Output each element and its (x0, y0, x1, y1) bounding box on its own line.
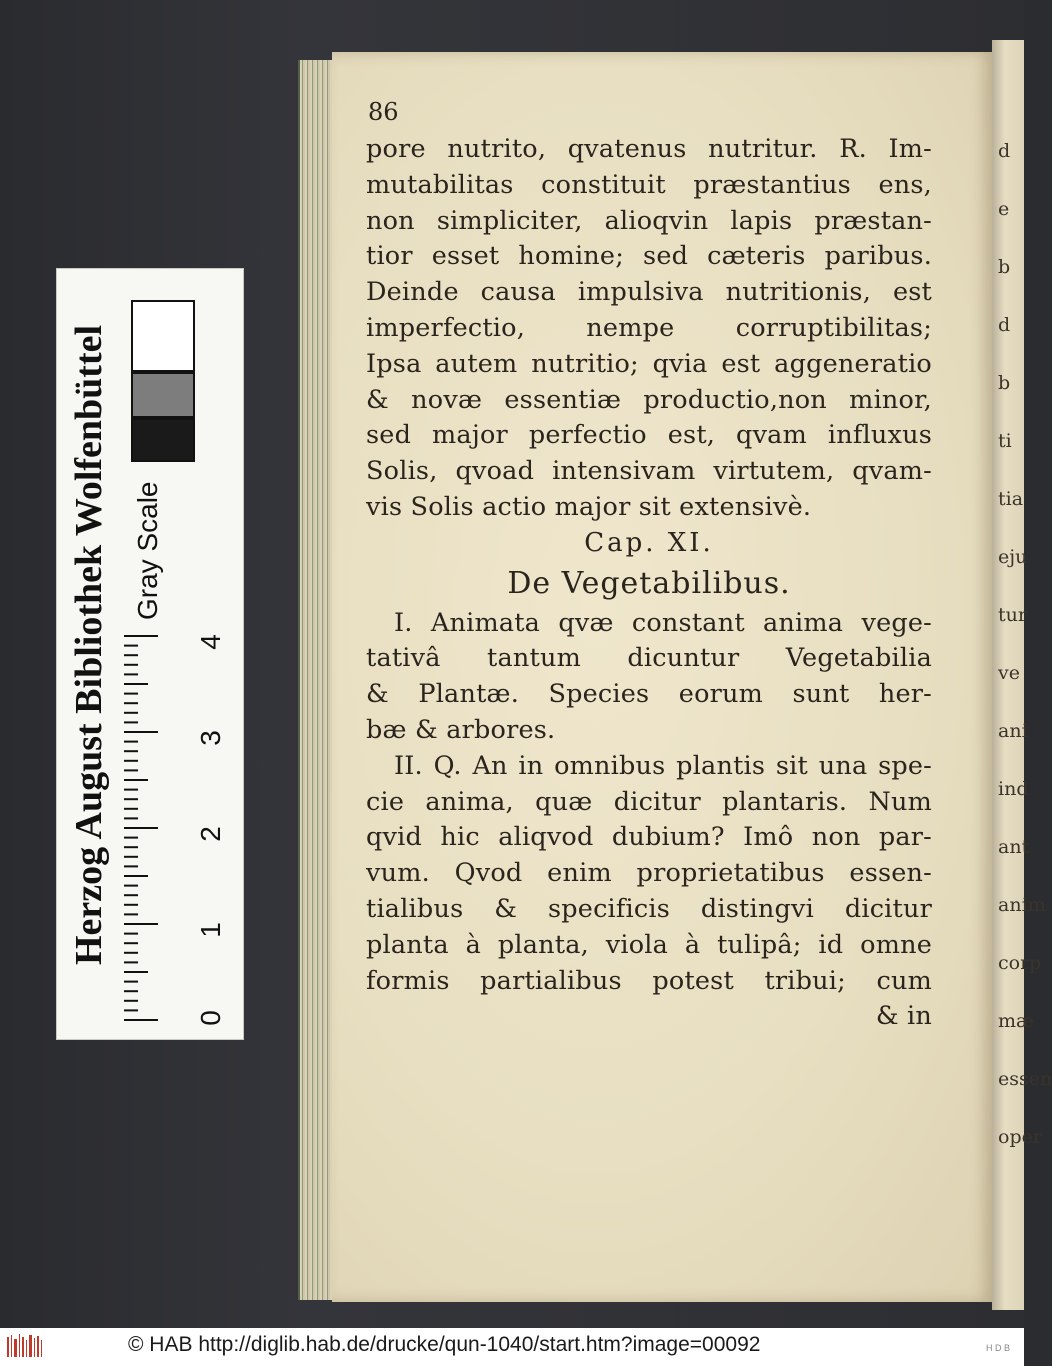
paragraph-line: vum. Qvod enim proprietatibus essen- (366, 858, 932, 889)
text-line: imperfectio, nempe corruptibilitas; (366, 312, 932, 343)
page-text (366, 92, 932, 1035)
text-line: Deinde causa impulsiva nutritionis, est (366, 277, 932, 308)
facing-page-fragment: eju (998, 546, 1028, 568)
facing-page-fragment: ani (998, 720, 1028, 742)
facing-page-fragment: oper (998, 1126, 1042, 1148)
facing-page-fragment: ve (998, 662, 1020, 684)
page-number: 86 (368, 98, 399, 126)
facing-page-fragment: essen (998, 1068, 1052, 1090)
paragraph-line: cie anima, quæ dicitur plantaris. Num (366, 786, 932, 817)
paragraph-line: tialibus & specificis distingvi dicitur (366, 893, 932, 924)
text-line: & novæ essentiæ productio,non minor, (366, 384, 932, 415)
facing-page-fragment: ti (998, 430, 1012, 452)
paragraph-line: formis partialibus potest tribui; cum (366, 965, 932, 996)
facing-page-fragment: tia (998, 488, 1024, 510)
facing-page-fragment: ant (998, 836, 1030, 858)
facing-page-fragment: b (998, 372, 1011, 394)
paragraph-line: & Plantæ. Species eorum sunt her- (366, 679, 932, 710)
chapter-heading: De Vegetabilibus. (507, 565, 791, 601)
text-line: sed major perfectio est, qvam influxus (366, 420, 932, 451)
facing-page-fragment: tur (998, 604, 1027, 626)
paragraph-line: I. Animata qvæ constant anima vege- (394, 607, 932, 638)
text-line: tior esset homine; sed cæteris paribus. (366, 241, 932, 272)
facing-page-fragment: d (998, 140, 1011, 162)
paragraph-line: bæ & arbores. (366, 714, 556, 745)
text-line: mutabilitas constituit præstantius ens, (366, 169, 932, 200)
ruler-number-3: 3 (195, 730, 226, 746)
ruler-number-0: 0 (195, 1010, 226, 1026)
paragraph-line: II. Q. An in omnibus plantis sit una spe- (394, 750, 932, 781)
grayscale-label: Gray Scale (132, 481, 163, 620)
chapter-number: Cap. XI. (584, 527, 714, 558)
text-line: vis Solis actio major sit extensivè. (366, 491, 812, 522)
facing-page-fragment: corp (998, 952, 1042, 974)
text-line: non simpliciter, alioqvin lapis præstan- (366, 205, 932, 236)
grayscale-white-patch (131, 300, 195, 372)
text-line: Ipsa autem nutritio; qvia est aggeneratio (366, 348, 932, 379)
facing-page-fragment: mæ (998, 1010, 1034, 1032)
facing-page-fragment: b (998, 256, 1011, 278)
text-line: Solis, qvoad intensivam virtutem, qvam- (366, 456, 932, 487)
paragraph-line: tativâ tantum dicuntur Vegetabilia (366, 643, 932, 674)
footer-copyright-url: © HAB http://diglib.hab.de/drucke/qun-1040/start.htm?image=00092 (128, 1333, 761, 1356)
book-page-edges (298, 60, 336, 1300)
ruler-number-4: 4 (195, 634, 226, 650)
ruler-number-1: 1 (195, 922, 226, 938)
ruler-number-2: 2 (195, 826, 226, 842)
footer-mark: H D B (985, 1343, 1010, 1353)
hab-barcode-logo-icon (6, 1331, 44, 1361)
ruler-tick-marks (120, 620, 190, 1030)
paragraph-line: planta à planta, viola à tulipâ; id omne (366, 929, 932, 960)
facing-page-fragment: anim (998, 894, 1046, 916)
facing-page-fragment: ind (998, 778, 1029, 800)
facing-page-fragment: d (998, 314, 1011, 336)
catchword: & in (875, 1001, 932, 1032)
paragraph-line: qvid hic aliqvod dubium? Imô non par- (366, 822, 932, 853)
institution-label: Herzog August Bibliothek Wolfenbüttel (68, 324, 110, 966)
facing-page-fragment: e (998, 198, 1010, 220)
text-line: pore nutrito, qvatenus nutritur. R. Im- (366, 134, 932, 164)
